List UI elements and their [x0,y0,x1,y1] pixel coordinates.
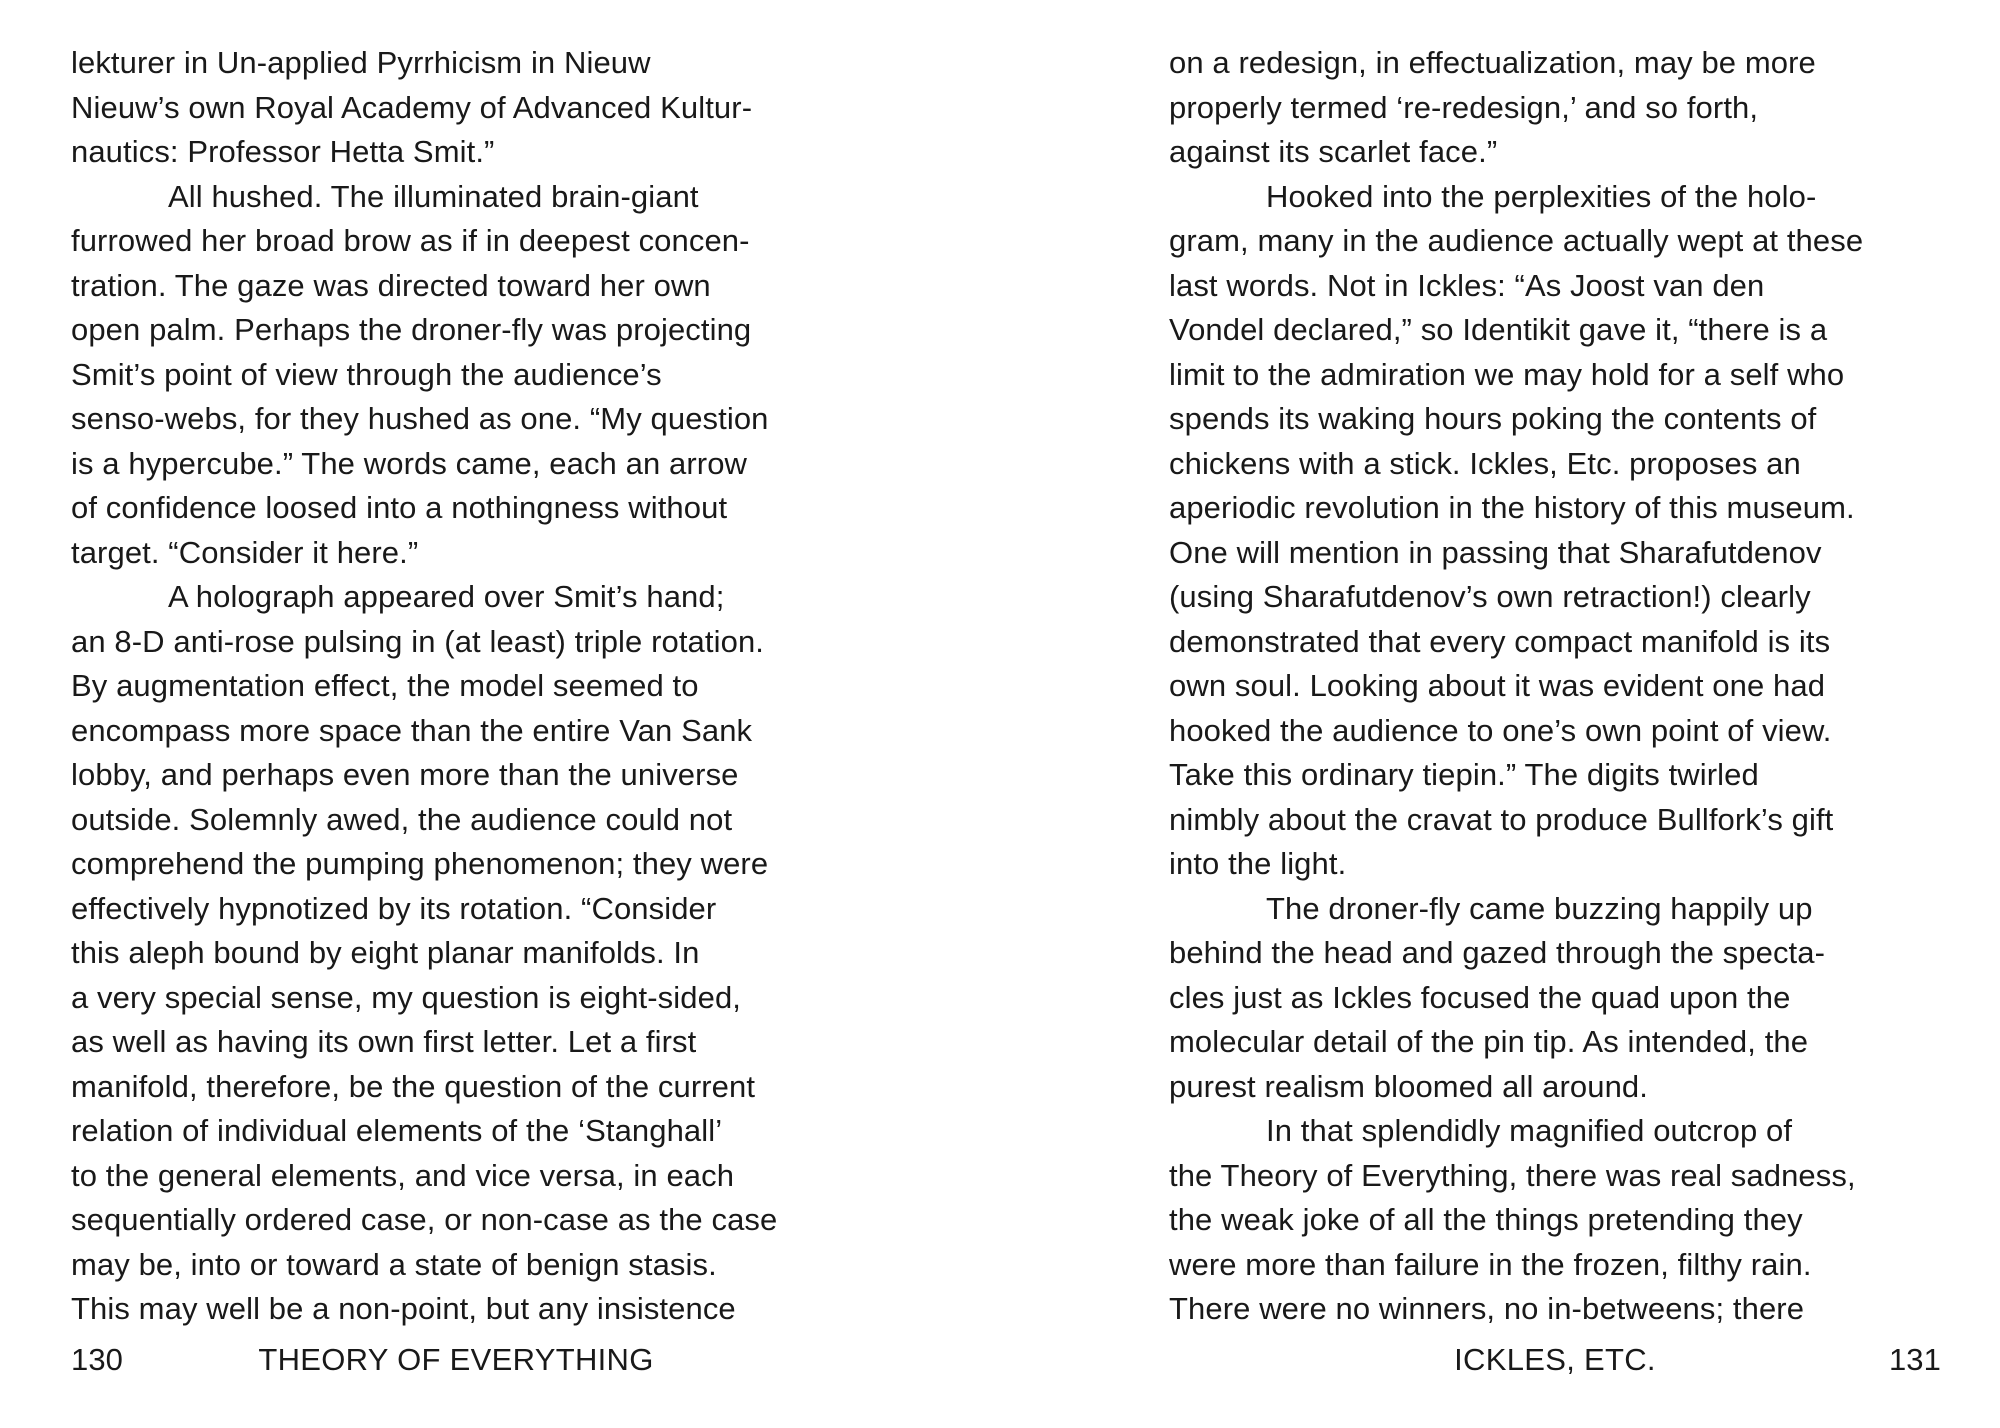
text-line: spends its waking hours poking the contents of [1169,401,1817,436]
text-line: effectively hypnotized by its rotation. “Consider [71,890,717,926]
text-line: There were no winners, no in-betweens; there [1169,1291,1805,1326]
text-line: cles just as Ickles focused the quad upon the [1169,979,1791,1015]
text-line: chickens with a stick. Ickles, Etc. proposes an [1169,445,1801,481]
text-line: against its scarlet face.” [1169,134,1498,169]
text-line: A holograph appeared over Smit’s hand; [168,579,725,614]
right-page-footer [1169,1338,1941,1383]
text-line: This may well be a non-point, but any insistence [71,1291,736,1326]
text-line: to the general elements, and vice versa, in each [71,1157,735,1193]
text-line: open palm. Perhaps the droner-fly was projecting [71,312,752,347]
text-line: as well as having its own first letter. Let a first [71,1024,697,1059]
text-line: own soul. Looking about it was evident one had [1169,668,1826,703]
page-right [1169,0,1941,1428]
text-line: nimbly about the cravat to produce Bullfork’s gift [1169,801,1834,837]
page-left [71,0,841,1428]
text-line: is a hypercube.” The words came, each an arrow [71,445,748,481]
text-line: relation of individual elements of the ‘Stanghall’ [71,1113,723,1148]
text-line: of confidence loosed into a nothingness without [71,490,728,525]
running-title-right: ICKLES, ETC. [1454,1342,1656,1377]
text-line: The droner-fly came buzzing happily up [1266,890,1813,926]
left-page-footer [71,1338,841,1383]
text-line: nautics: Professor Hetta Smit.” [71,134,495,169]
text-line: Vondel declared,” so Identikit gave it, “there is a [1169,312,1828,347]
text-line: Nieuw’s own Royal Academy of Advanced Kultur- [71,89,753,125]
page-number-right: 131 [1888,1342,1941,1377]
text-line: aperiodic revolution in the history of this museum. [1169,490,1855,525]
text-line: the weak joke of all the things pretending they [1169,1202,1803,1237]
page-number-left: 130 [71,1342,124,1377]
text-line: lobby, and perhaps even more than the universe [71,757,739,792]
text-line: One will mention in passing that Sharafutdenov [1169,534,1822,570]
text-line: may be, into or toward a state of benign stasis. [71,1246,717,1282]
text-line: limit to the admiration we may hold for a self who [1169,356,1845,392]
text-line: tration. The gaze was directed toward her own [71,267,711,303]
text-line: target. “Consider it here.” [71,534,419,570]
text-line: gram, many in the audience actually wept at these [1169,223,1864,258]
text-line: purest realism bloomed all around. [1169,1068,1648,1104]
text-line: encompass more space than the entire Van Sank [71,712,753,748]
text-line: lekturer in Un-applied Pyrrhicism in Nieuw [71,45,651,80]
text-line: this aleph bound by eight planar manifolds. In [71,935,700,970]
text-line: into the light. [1169,846,1347,881]
text-line: Smit’s point of view through the audience’s [71,356,662,392]
text-line: comprehend the pumping phenomenon; they were [71,846,769,881]
text-line: a very special sense, my question is eight-sided, [71,979,742,1015]
text-line: behind the head and gazed through the specta- [1169,935,1826,970]
text-line: All hushed. The illuminated brain-giant [168,178,699,214]
text-line: By augmentation effect, the model seemed to [71,668,699,703]
text-line: hooked the audience to one’s own point of view. [1169,712,1832,748]
text-line: on a redesign, in effectualization, may be more [1169,45,1816,80]
text-line: (using Sharafutdenov’s own retraction!) clearly [1169,579,1811,614]
text-line: manifold, therefore, be the question of the current [71,1068,756,1104]
text-line: outside. Solemnly awed, the audience could not [71,801,733,837]
text-line: were more than failure in the frozen, filthy rain. [1169,1246,1812,1282]
text-line: senso-webs, for they hushed as one. “My question [71,401,769,436]
text-line: In that splendidly magnified outcrop of [1266,1113,1793,1148]
text-line: demonstrated that every compact manifold is its [1169,623,1831,659]
text-line: molecular detail of the pin tip. As intended, the [1169,1024,1809,1059]
text-line: last words. Not in Ickles: “As Joost van den [1169,267,1765,303]
text-line: Hooked into the perplexities of the holo- [1266,178,1817,214]
text-line: an 8-D anti-rose pulsing in (at least) triple rotation. [71,623,764,659]
text-line: sequentially ordered case, or non-case as the case [71,1202,778,1237]
text-line: properly termed ‘re-redesign,’ and so forth, [1169,89,1759,125]
running-title-left: THEORY OF EVERYTHING [258,1342,654,1377]
text-line: furrowed her broad brow as if in deepest concen- [71,223,750,258]
text-line: Take this ordinary tiepin.” The digits twirled [1169,757,1759,792]
left-text-column [71,41,841,1332]
text-line: the Theory of Everything, there was real sadness, [1169,1157,1856,1193]
right-text-column [1169,41,1941,1332]
